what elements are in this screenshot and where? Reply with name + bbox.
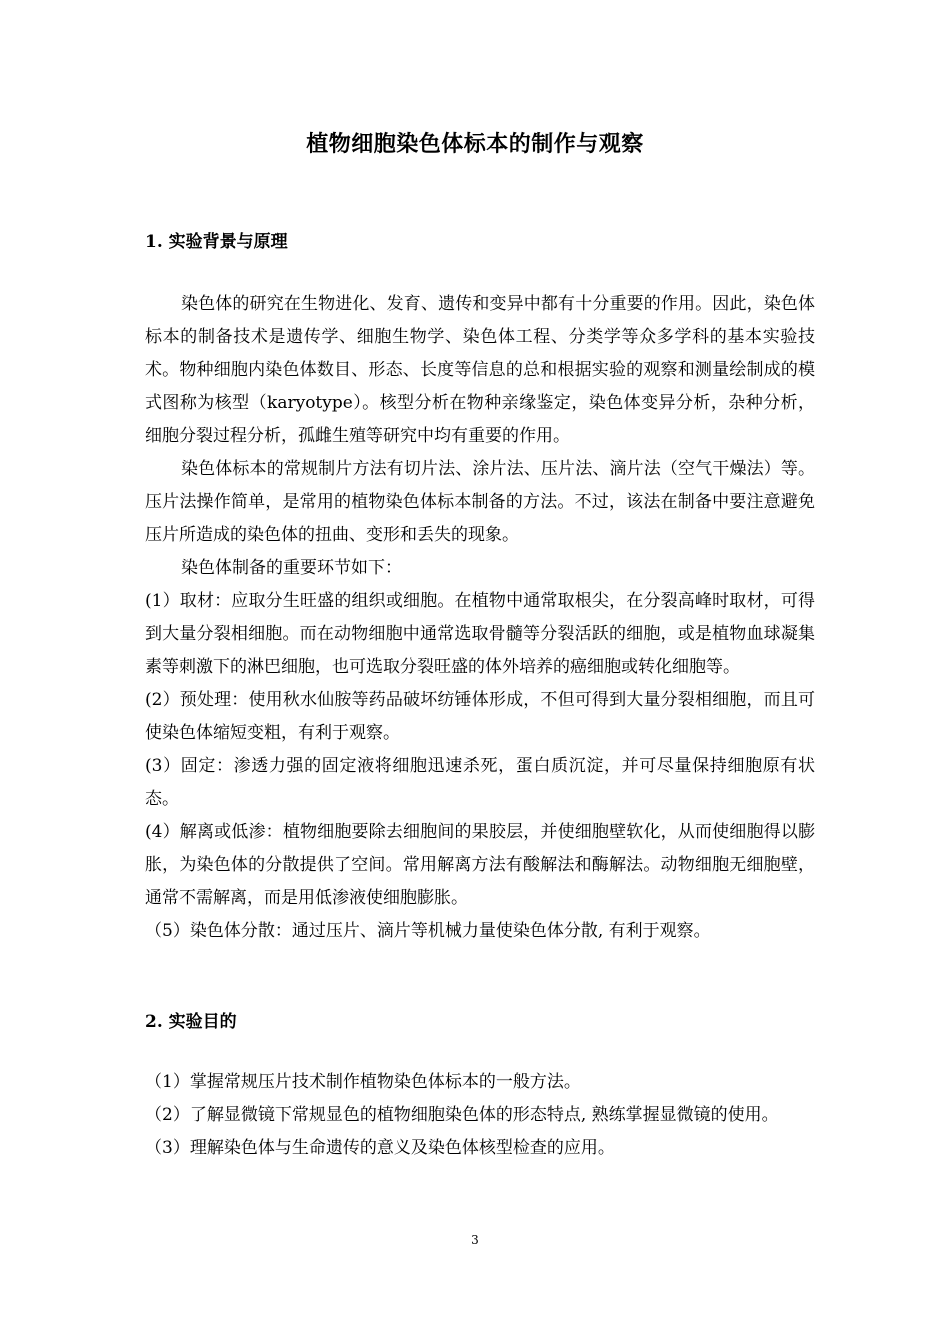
section-heading-objectives: 2. 实验目的 — [145, 1012, 237, 1032]
document-title: 植物细胞染色体标本的制作与观察 — [306, 131, 644, 157]
list-item: （5）染色体分散：通过压片、滴片等机械力量使染色体分散, 有利于观察。 — [145, 921, 711, 941]
paragraph: 染色体的研究在生物进化、发育、遗传和变异中都有十分重要的作用。因此，染色体标本的制备技术是遗传学、细胞生物学、染色体工程、分类学等众多学科的基本实验技术。物种细胞内染色体数目、形态、长度等信息的总和根据实验的观察和测量绘制成的模式图称为核型（karyotype）。核型分析在物种亲缘鉴定，染色体变异分析，杂种分析，细胞分裂过程分析，孤雌生殖等研究中均有重要的作用。 — [145, 294, 815, 446]
list-item: (2）预处理：使用秋水仙胺等药品破坏纺锤体形成，不但可得到大量分裂相细胞，而且可使染色体缩短变粗，有利于观察。 — [145, 690, 815, 743]
paragraph: 染色体标本的常规制片方法有切片法、涂片法、压片法、滴片法（空气干燥法）等。压片法操作简单，是常用的植物染色体标本制备的方法。不过，该法在制备中要注意避免压片所造成的染色体的扭曲、变形和丢失的现象。 — [145, 459, 815, 545]
list-item: (1）取材：应取分生旺盛的组织或细胞。在植物中通常取根尖，在分裂高峰时取材，可得到大量分裂相细胞。而在动物细胞中通常选取骨髓等分裂活跃的细胞，或是植物血球凝集素等刺激下的淋巴细胞，也可选取分裂旺盛的体外培养的癌细胞或转化细胞等。 — [145, 591, 815, 677]
section-heading-background: 1. 实验背景与原理 — [145, 232, 288, 252]
section-body-background — [145, 288, 815, 948]
list-item: （3）理解染色体与生命遗传的意义及染色体核型检查的应用。 — [145, 1138, 615, 1158]
list-item: (3）固定：渗透力强的固定液将细胞迅速杀死，蛋白质沉淀，并可尽量保持细胞原有状态。 — [145, 756, 815, 809]
list-item: （1）掌握常规压片技术制作植物染色体标本的一般方法。 — [145, 1072, 581, 1092]
list-item: (4）解离或低渗：植物细胞要除去细胞间的果胶层，并使细胞壁软化，从而使细胞得以膨胀，为染色体的分散提供了空间。常用解离方法有酸解法和酶解法。动物细胞无细胞壁，通常不需解离，而是用低渗液使细胞膨胀。 — [145, 822, 815, 908]
page-number: 3 — [471, 1233, 479, 1247]
section-body-objectives — [145, 1066, 815, 1165]
paragraph: 染色体制备的重要环节如下： — [181, 558, 402, 578]
list-item: （2）了解显微镜下常规显色的植物细胞染色体的形态特点, 熟练掌握显微镜的使用。 — [145, 1105, 779, 1125]
